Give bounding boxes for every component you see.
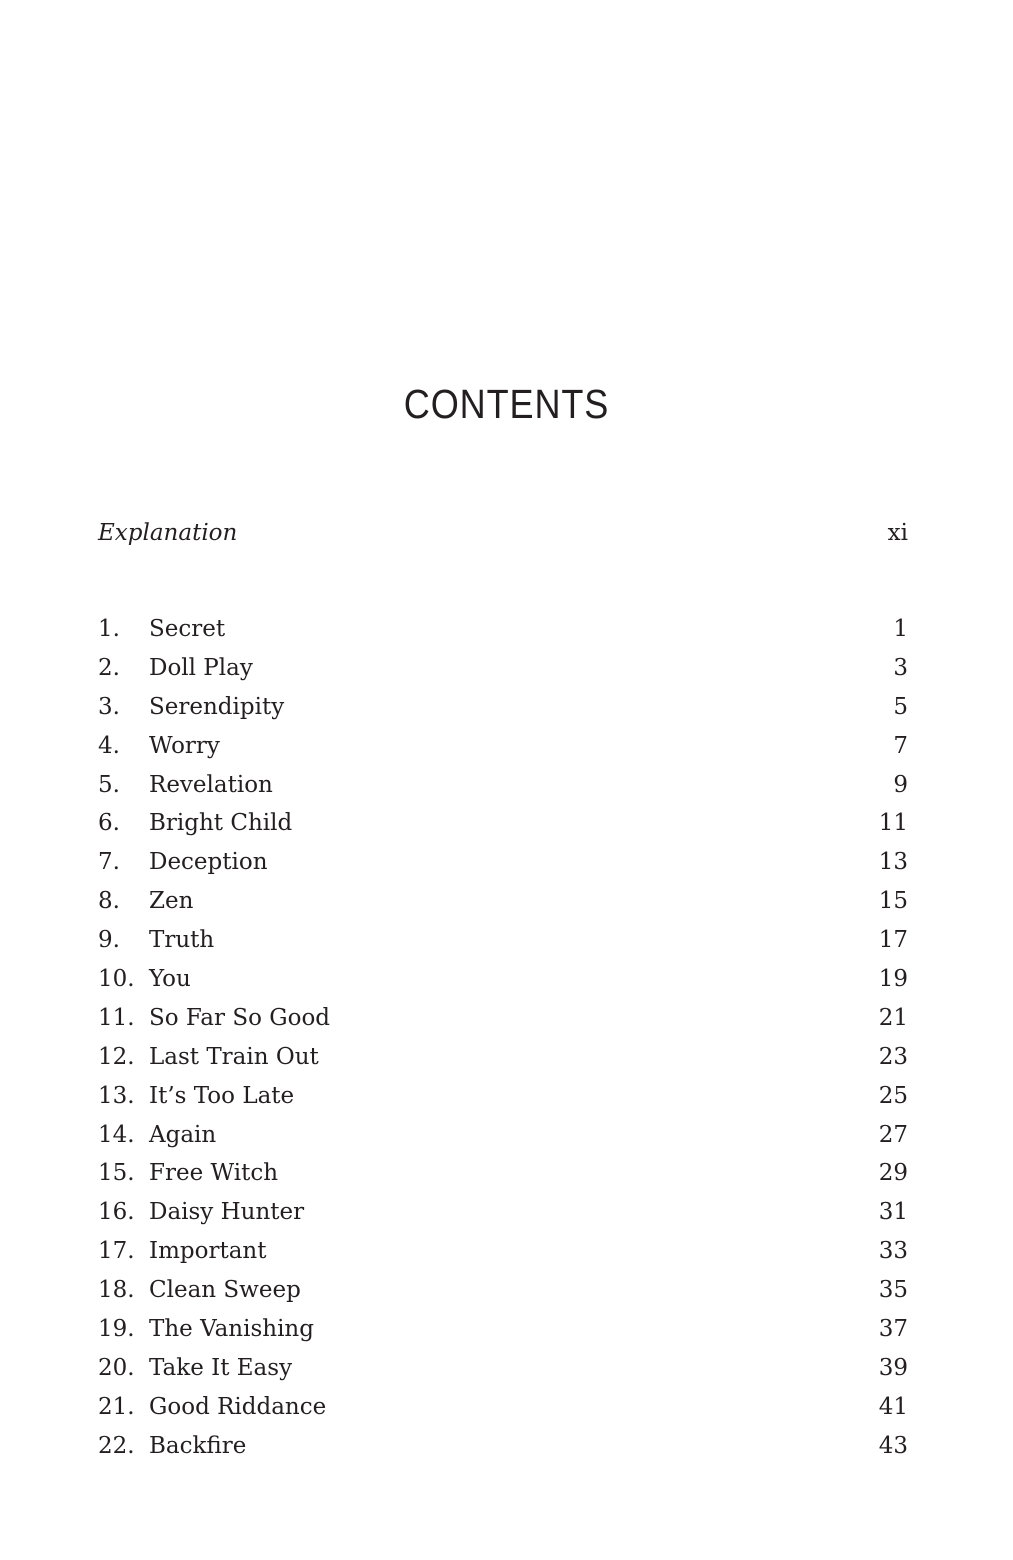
toc-entry-title: Clean Sweep xyxy=(149,1277,301,1304)
toc-entry-page-number: 11 xyxy=(878,810,908,837)
toc-entry-number: 8. xyxy=(98,888,120,915)
toc-entry[interactable] xyxy=(98,766,908,805)
toc-entry-number: 1. xyxy=(98,616,120,642)
toc-entry-page-number: 15 xyxy=(878,888,908,915)
toc-entry[interactable] xyxy=(98,921,908,960)
toc-entry-title: You xyxy=(149,966,191,993)
toc-entry[interactable] xyxy=(98,1232,908,1271)
toc-entry[interactable] xyxy=(98,727,908,766)
toc-entry[interactable] xyxy=(98,1154,908,1193)
toc-entry-page-number: 7 xyxy=(893,732,908,759)
toc-entry[interactable] xyxy=(98,688,908,727)
toc-entry-title: Last Train Out xyxy=(149,1043,319,1070)
toc-entry[interactable] xyxy=(98,1349,908,1388)
toc-entry-title: Backfire xyxy=(149,1432,247,1459)
toc-entry-title: Worry xyxy=(149,732,220,759)
toc-entry[interactable] xyxy=(98,1116,908,1155)
toc-entry-title: Zen xyxy=(149,888,194,915)
toc-entry-title: So Far So Good xyxy=(149,1004,331,1031)
toc-entry-title: Secret xyxy=(149,616,226,642)
toc-entry-page-number: 19 xyxy=(878,966,908,993)
toc-entry[interactable] xyxy=(98,1427,908,1466)
toc-entry[interactable] xyxy=(98,1310,908,1349)
toc-entry-page-number: 3 xyxy=(893,654,908,681)
toc-entry-number: 16. xyxy=(98,1199,135,1226)
toc-entry-title: Bright Child xyxy=(149,810,293,837)
toc-entry-number: 2. xyxy=(98,654,120,681)
toc-entry-page-number: 33 xyxy=(878,1238,908,1265)
toc-entry-page-number: 25 xyxy=(878,1082,908,1109)
toc-entry-title: It’s Too Late xyxy=(149,1082,295,1109)
toc-entry-page-number: 27 xyxy=(878,1121,908,1148)
toc-entry-page-number: 23 xyxy=(878,1043,908,1070)
toc-entry-page-number: 17 xyxy=(878,927,908,954)
toc-entry-page-number: 13 xyxy=(878,849,908,876)
toc-entry-title: The Vanishing xyxy=(149,1316,314,1343)
toc-entry-number: 11. xyxy=(98,1004,135,1031)
toc-entry[interactable] xyxy=(98,1271,908,1310)
toc-entry-number: 7. xyxy=(98,849,120,876)
toc-entry-title: Serendipity xyxy=(149,693,285,720)
toc-entry-number: 10. xyxy=(98,966,135,993)
toc-entry[interactable] xyxy=(98,1038,908,1077)
toc-entry-title: Daisy Hunter xyxy=(149,1199,305,1226)
toc-entry[interactable] xyxy=(98,1077,908,1116)
toc-intro-page-number: xi xyxy=(887,520,908,546)
toc-entry-page-number: 37 xyxy=(878,1316,908,1343)
toc-entry-title: Take It Easy xyxy=(149,1354,293,1381)
toc-entry[interactable] xyxy=(98,610,908,649)
toc-entry-title: Again xyxy=(149,1121,217,1148)
toc-entry-page-number: 5 xyxy=(893,693,908,720)
toc-entry-number: 17. xyxy=(98,1238,135,1265)
toc-entry-title: Revelation xyxy=(149,771,273,798)
toc-entry[interactable] xyxy=(98,1193,908,1232)
toc-entry-page-number: 41 xyxy=(878,1393,908,1420)
toc-entry-title: Deception xyxy=(149,849,268,876)
toc-entry-number: 4. xyxy=(98,732,120,759)
toc-entry[interactable] xyxy=(98,960,908,999)
toc-entry-number: 13. xyxy=(98,1082,135,1109)
toc-entry-page-number: 35 xyxy=(878,1277,908,1304)
toc-entry-page-number: 21 xyxy=(878,1004,908,1031)
toc-intro-label: Explanation xyxy=(98,520,238,546)
toc-entry-title: Important xyxy=(149,1238,267,1265)
toc-entry-number: 19. xyxy=(98,1316,135,1343)
toc-entry-page-number: 1 xyxy=(893,616,908,642)
toc-list xyxy=(98,610,908,1466)
toc-entry-number: 14. xyxy=(98,1121,135,1148)
toc-entry-number: 15. xyxy=(98,1160,135,1187)
toc-entry[interactable] xyxy=(98,882,908,921)
toc-entry-title: Doll Play xyxy=(149,654,253,681)
toc-entry-page-number: 9 xyxy=(893,771,908,798)
toc-entry[interactable] xyxy=(98,999,908,1038)
toc-entry-number: 20. xyxy=(98,1354,135,1381)
toc-intro-row[interactable] xyxy=(98,514,908,552)
toc-entry-page-number: 29 xyxy=(878,1160,908,1187)
toc-entry[interactable] xyxy=(98,843,908,882)
page-title: CONTENTS xyxy=(403,381,610,427)
toc-entry-title: Truth xyxy=(149,927,215,954)
toc-entry-number: 3. xyxy=(98,693,120,720)
toc-entry-number: 12. xyxy=(98,1043,135,1070)
toc-entry-title: Good Riddance xyxy=(149,1393,327,1420)
toc-entry-number: 5. xyxy=(98,771,120,798)
toc-entry-title: Free Witch xyxy=(149,1160,279,1187)
toc-entry-page-number: 43 xyxy=(878,1432,908,1459)
toc-entry[interactable] xyxy=(98,804,908,843)
toc-entry-number: 21. xyxy=(98,1393,135,1420)
toc-entry-number: 6. xyxy=(98,810,120,837)
toc-entry[interactable] xyxy=(98,649,908,688)
toc-entry-number: 9. xyxy=(98,927,120,954)
toc-entry[interactable] xyxy=(98,1388,908,1427)
toc-entry-page-number: 39 xyxy=(878,1354,908,1381)
toc-entry-page-number: 31 xyxy=(878,1199,908,1226)
toc-entry-number: 18. xyxy=(98,1277,135,1304)
toc-entry-number: 22. xyxy=(98,1432,135,1459)
